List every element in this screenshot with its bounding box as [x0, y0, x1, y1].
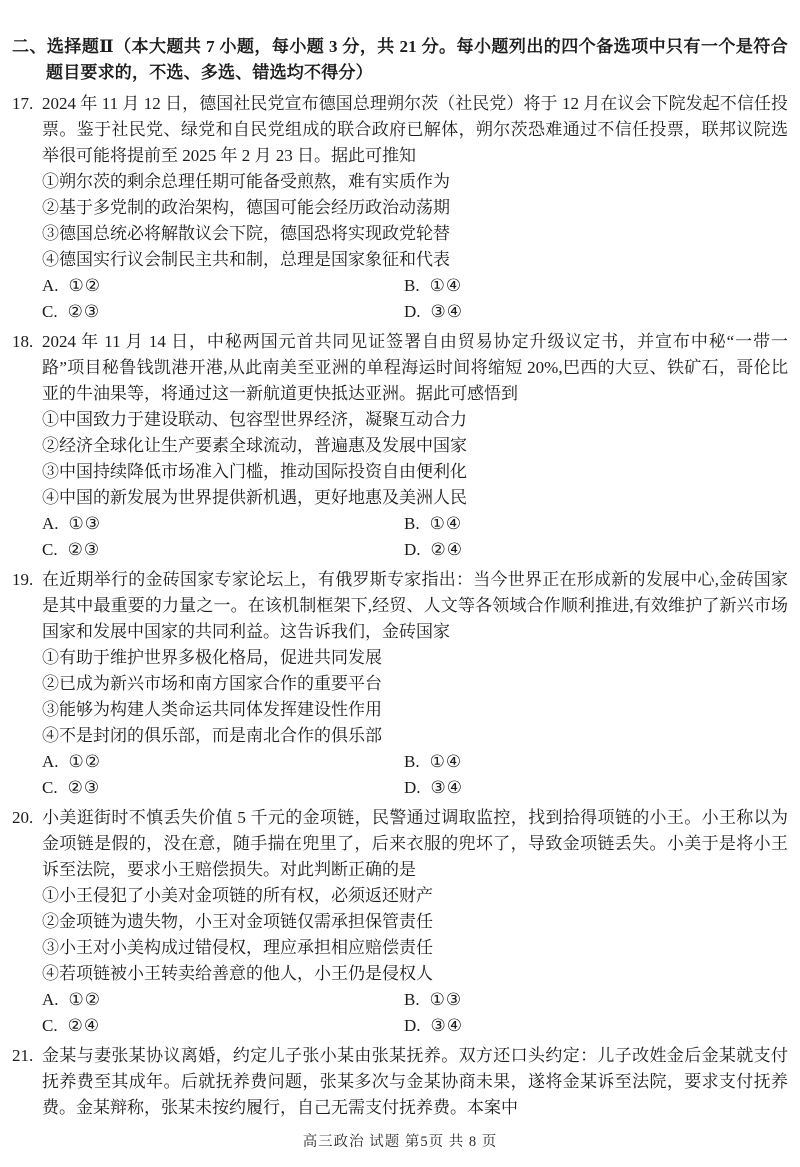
question-17-option-d — [404, 299, 788, 325]
option-value: ①③ — [429, 990, 463, 1009]
section-header: 二、选择题Ⅱ（本大题共 7 小题，每小题 3 分，共 21 分。每小题列出的四个备选项中只有一个是符合题目要求的，不选、多选、错选均不得分） — [12, 37, 788, 82]
option-value: ②③ — [67, 302, 101, 321]
question-20-options — [42, 987, 788, 1039]
question-18 — [12, 329, 788, 563]
option-label: A. — [42, 276, 59, 295]
question-18-stem: 2024 年 11 月 14 日，中秘两国元首共同见证签署自由贸易协定升级议定书，并宣布中秘“一带一路”项目秘鲁钱凯港开港,从此南美至亚洲的单程海运时间将缩短 20%,巴西的大豆、铁矿石，哥伦比亚的牛油果等，将通过这一新航道更快抵达亚洲。据此可感悟到 — [42, 332, 788, 403]
option-label: A. — [42, 514, 59, 533]
question-21 — [12, 1043, 788, 1121]
option-label: B. — [404, 514, 420, 533]
option-label: C. — [42, 540, 58, 559]
question-19-statement-3: ③能够为构建人类命运共同体发挥建设性作用 — [42, 700, 382, 719]
question-21-stem: 金某与妻张某协议离婚，约定儿子张小某由张某抚养。双方还口头约定：儿子改姓金后金某就支付抚养费至其成年。后就抚养费问题，张某多次与金某协商未果，遂将金某诉至法院，要求支付抚养费。金某辩称，张某未按约履行，自己无需支付抚养费。本案中 — [42, 1046, 788, 1117]
question-18-option-a — [42, 511, 404, 537]
option-label: C. — [42, 778, 58, 797]
option-value: ①② — [68, 276, 102, 295]
question-18-number: 18. — [12, 332, 34, 351]
question-20 — [12, 805, 788, 1039]
option-label: D. — [404, 302, 421, 321]
question-17 — [12, 91, 788, 325]
question-19-number: 19. — [12, 570, 34, 589]
option-value: ②③ — [67, 778, 101, 797]
option-value: ①④ — [429, 514, 463, 533]
question-18-option-b — [404, 511, 788, 537]
question-17-stem: 2024 年 11 月 12 日，德国社民党宣布德国总理朔尔茨（社民党）将于 12 月在议会下院发起不信任投票。鉴于社民党、绿党和自民党组成的联合政府已解体，朔尔茨恐难通过不信任投票，联邦议院选举很可能将提前至 2025 年 2 月 23 日。据此可推知 — [42, 94, 788, 165]
question-20-option-b — [404, 987, 788, 1013]
question-17-statement-2: ②基于多党制的政治架构，德国可能会经历政治动荡期 — [42, 198, 450, 217]
question-20-number: 20. — [12, 808, 34, 827]
option-value: ①③ — [68, 514, 102, 533]
question-19-option-a — [42, 749, 404, 775]
option-label: A. — [42, 752, 59, 771]
question-19 — [12, 567, 788, 801]
question-20-option-d — [404, 1013, 788, 1039]
question-18-statement-3: ③中国持续降低市场准入门槛，推动国际投资自由便利化 — [42, 462, 467, 481]
option-label: D. — [404, 1016, 421, 1035]
question-19-stem: 在近期举行的金砖国家专家论坛上，有俄罗斯专家指出：当今世界正在形成新的发展中心,金砖国家是其中最重要的力量之一。在该机制框架下,经贸、人文等各领域合作顺利推进,有效维护了新兴市场国家和发展中国家的共同利益。这告诉我们，金砖国家 — [42, 570, 788, 641]
question-20-statement-3: ③小王对小美构成过错侵权，理应承担相应赔偿责任 — [42, 938, 433, 957]
option-value: ①② — [68, 752, 102, 771]
question-20-option-a — [42, 987, 404, 1013]
question-18-statement-2: ②经济全球化让生产要素全球流动，普遍惠及发展中国家 — [42, 436, 467, 455]
question-20-option-c — [42, 1013, 404, 1039]
option-value: ③④ — [430, 302, 464, 321]
question-20-statement-2: ②金项链为遗失物，小王对金项链仅需承担保管责任 — [42, 912, 433, 931]
question-19-statement-4: ④不是封闭的俱乐部，而是南北合作的俱乐部 — [42, 726, 382, 745]
option-label: B. — [404, 990, 420, 1009]
question-17-option-a — [42, 273, 404, 299]
question-17-option-b — [404, 273, 788, 299]
option-value: ③④ — [430, 778, 464, 797]
question-19-statement-2: ②已成为新兴市场和南方国家合作的重要平台 — [42, 674, 382, 693]
question-17-option-c — [42, 299, 404, 325]
question-19-option-c — [42, 775, 404, 801]
option-label: C. — [42, 1016, 58, 1035]
option-label: D. — [404, 778, 421, 797]
option-value: ②④ — [430, 540, 464, 559]
question-17-options — [42, 273, 788, 325]
question-18-options — [42, 511, 788, 563]
question-17-statement-4: ④德国实行议会制民主共和制，总理是国家象征和代表 — [42, 250, 450, 269]
question-19-option-d — [404, 775, 788, 801]
question-19-statement-1: ①有助于维护世界多极化格局，促进共同发展 — [42, 648, 382, 667]
question-17-statement-1: ①朔尔茨的剩余总理任期可能备受煎熬，难有实质作为 — [42, 172, 450, 191]
question-21-number: 21. — [12, 1046, 34, 1065]
question-17-number: 17. — [12, 94, 34, 113]
question-17-statement-3: ③德国总统必将解散议会下院，德国恐将实现政党轮替 — [42, 224, 450, 243]
page-footer: 高三政治 试题 第5页 共 8 页 — [302, 1134, 498, 1150]
question-20-statement-4: ④若项链被小王转卖给善意的他人，小王仍是侵权人 — [42, 964, 433, 983]
option-label: D. — [404, 540, 421, 559]
option-value: ③④ — [430, 1016, 464, 1035]
option-value: ②③ — [67, 540, 101, 559]
option-label: A. — [42, 990, 59, 1009]
question-20-statement-1: ①小王侵犯了小美对金项链的所有权，必须返还财产 — [42, 886, 433, 905]
question-18-statement-1: ①中国致力于建设联动、包容型世界经济，凝聚互动合力 — [42, 410, 467, 429]
option-value: ①④ — [429, 752, 463, 771]
option-value: ②④ — [67, 1016, 101, 1035]
question-19-options — [42, 749, 788, 801]
option-label: C. — [42, 302, 58, 321]
option-label: B. — [404, 276, 420, 295]
question-18-option-d — [404, 537, 788, 563]
question-19-option-b — [404, 749, 788, 775]
question-20-stem: 小美逛街时不慎丢失价值 5 千元的金项链，民警通过调取监控，找到拾得项链的小王。小王称以为金项链是假的，没在意，随手揣在兜里了，后来衣服的兜坏了，导致金项链丢失。小美于是将小王诉至法院，要求小王赔偿损失。对此判断正确的是 — [42, 808, 788, 879]
option-value: ①④ — [429, 276, 463, 295]
question-18-statement-4: ④中国的新发展为世界提供新机遇，更好地惠及美洲人民 — [42, 488, 467, 507]
option-label: B. — [404, 752, 420, 771]
question-18-option-c — [42, 537, 404, 563]
option-value: ①② — [68, 990, 102, 1009]
